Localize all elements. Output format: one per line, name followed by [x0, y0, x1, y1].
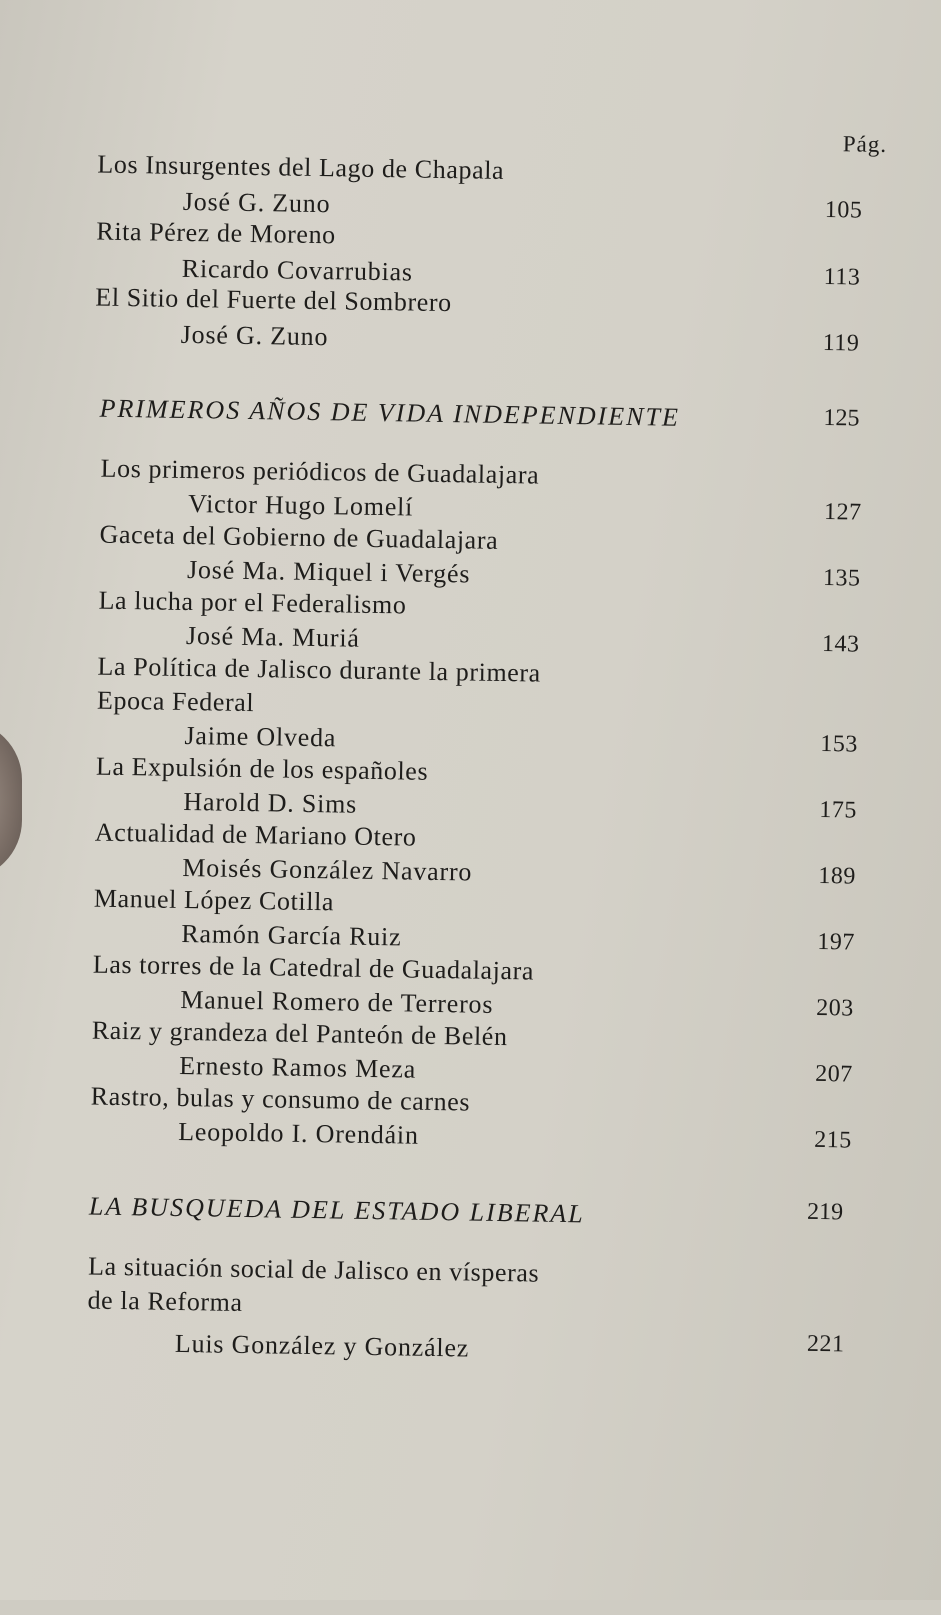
entry-page-number: 189	[818, 862, 857, 890]
entry-title: El Sitio del Fuerte del Sombrero	[95, 282, 452, 318]
toc-entry	[0, 948, 926, 1022]
entry-author: Harold D. Sims	[183, 786, 358, 819]
entry-author: Leopoldo I. Orendáin	[178, 1116, 419, 1150]
entry-page-number: 153	[820, 730, 859, 758]
entry-author: Jaime Olveda	[184, 720, 337, 753]
entry-author: Luis González y González	[174, 1328, 470, 1363]
toc-entry	[0, 452, 934, 526]
entry-page-number: 143	[821, 630, 860, 658]
toc-entry	[0, 518, 933, 592]
entry-page-number: 221	[806, 1330, 845, 1358]
entry-author: Manuel Romero de Terreros	[180, 984, 494, 1019]
section-heading	[0, 1190, 922, 1229]
section-page-number: 125	[823, 404, 860, 432]
entry-page-number: 207	[815, 1060, 853, 1088]
toc-entry	[0, 1250, 921, 1363]
entry-title: Manuel López Cotilla	[93, 883, 335, 917]
entry-title-continued: de la Reforma	[87, 1285, 243, 1317]
entry-author: Ernesto Ramos Meza	[179, 1050, 417, 1084]
entry-title: Rita Pérez de Moreno	[96, 216, 337, 250]
toc-entry	[0, 148, 939, 224]
section-heading	[0, 392, 935, 432]
section-page-number: 219	[806, 1198, 844, 1226]
entry-page-number: 175	[819, 796, 858, 824]
entry-page-number: 119	[822, 329, 860, 357]
entry-title: La Expulsión de los españoles	[95, 751, 429, 786]
entry-page-number: 135	[822, 565, 861, 592]
entry-title: La situación social de Jalisco en vísperas	[87, 1251, 540, 1288]
entry-title: Raiz y grandeza del Panteón de Belén	[91, 1015, 508, 1052]
toc-entry	[0, 650, 931, 758]
entry-page-number: 127	[823, 499, 862, 526]
entry-page-number: 215	[813, 1126, 852, 1154]
toc-entry	[0, 281, 936, 357]
section-title: PRIMEROS AÑOS DE VIDA INDEPENDIENTE	[99, 393, 681, 432]
page-column-heading: Pág.	[842, 131, 888, 157]
toc-entry	[0, 750, 929, 824]
entry-author: José Ma. Muriá	[185, 621, 360, 653]
entry-author: José G. Zuno	[180, 319, 329, 352]
entry-author: José G. Zuno	[182, 186, 331, 219]
entry-title: Los primeros periódicos de Guadalajara	[100, 453, 540, 490]
entry-title: Los Insurgentes del Lago de Chapala	[97, 149, 505, 185]
entry-title: Gaceta del Gobierno de Guadalajara	[99, 519, 499, 555]
entry-title: Rastro, bulas y consumo de carnes	[90, 1081, 471, 1117]
toc-entry	[0, 215, 938, 291]
entry-author: Moisés González Navarro	[182, 852, 473, 887]
entry-page-number: 105	[824, 196, 863, 224]
entry-page-number: 203	[816, 994, 854, 1022]
entry-title: La lucha por el Federalismo	[98, 585, 407, 620]
entry-title: La Política de Jalisco durante la primera	[97, 651, 542, 688]
entry-title-continued: Epoca Federal	[96, 685, 255, 718]
toc-entry	[0, 1080, 924, 1154]
entry-author: José Ma. Miquel i Vergés	[186, 555, 471, 589]
entry-title: Las torres de la Catedral de Guadalajara	[92, 949, 535, 986]
entry-title: Actualidad de Mariano Otero	[94, 817, 417, 852]
entry-author: Ricardo Covarrubias	[181, 253, 414, 287]
entry-page-number: 197	[817, 928, 856, 956]
toc-entry	[0, 816, 928, 890]
entry-page-number: 113	[823, 263, 861, 291]
entry-author: Ramón García Ruiz	[181, 918, 402, 952]
entry-author: Victor Hugo Lomelí	[187, 489, 414, 522]
section-title: LA BUSQUEDA DEL ESTADO LIBERAL	[88, 1191, 585, 1229]
